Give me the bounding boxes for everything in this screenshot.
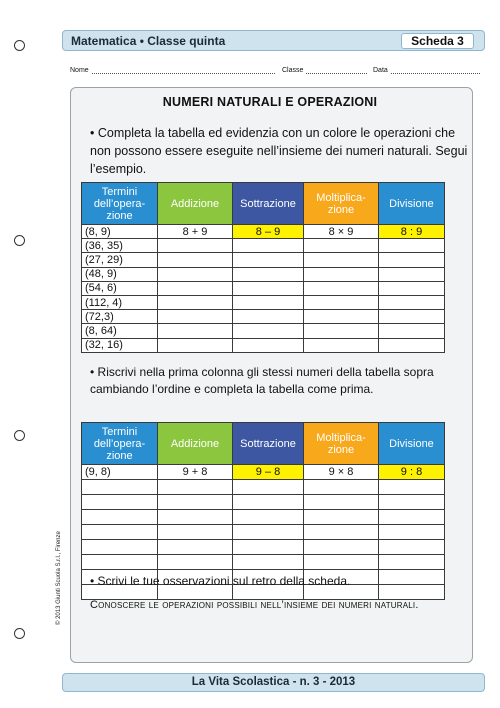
example-cell: 8 + 9	[158, 225, 233, 239]
example-cell: (9, 8)	[82, 465, 158, 480]
answer-cell[interactable]	[379, 540, 445, 555]
answer-cell[interactable]	[158, 495, 233, 510]
header-bar	[62, 30, 485, 51]
answer-cell[interactable]	[158, 480, 233, 495]
answer-cell[interactable]	[304, 510, 379, 525]
date-field[interactable]	[373, 67, 480, 74]
page-title: NUMERI NATURALI E OPERAZIONI	[162, 95, 378, 109]
table-row	[82, 510, 445, 525]
answer-cell[interactable]	[233, 525, 304, 540]
table-row	[82, 480, 445, 495]
answer-cell[interactable]	[233, 324, 304, 338]
number-pair-cell: (72,3)	[82, 310, 158, 324]
number-pair-cell: (27, 29)	[82, 253, 158, 267]
learning-objective: Conoscere le operazioni possibili nell’insieme dei numeri naturali.	[90, 599, 419, 611]
answer-cell[interactable]	[379, 480, 445, 495]
answer-cell[interactable]	[304, 525, 379, 540]
answer-cell[interactable]	[158, 310, 233, 324]
header-subject: Matematica • Classe quinta	[71, 34, 226, 48]
table-row	[82, 540, 445, 555]
student-fields	[70, 67, 480, 79]
table-row	[82, 239, 445, 253]
table-row	[82, 555, 445, 570]
answer-cell[interactable]	[379, 295, 445, 309]
header-subtraction: Sottrazione	[233, 423, 304, 465]
table-row	[82, 338, 445, 352]
answer-cell[interactable]	[158, 324, 233, 338]
table-row	[82, 525, 445, 540]
answer-cell[interactable]	[158, 253, 233, 267]
punch-hole	[14, 628, 25, 639]
footer-bar: La Vita Scolastica - n. 3 - 2013	[62, 673, 485, 692]
example-cell: 8 × 9	[304, 225, 379, 239]
answer-cell[interactable]	[233, 239, 304, 253]
table-row	[82, 253, 445, 267]
answer-cell[interactable]	[379, 310, 445, 324]
header-terms: Termini dell’opera-zione	[82, 423, 158, 465]
answer-cell[interactable]	[158, 510, 233, 525]
answer-cell[interactable]	[233, 281, 304, 295]
number-pair-cell: (54, 6)	[82, 281, 158, 295]
answer-cell[interactable]	[158, 267, 233, 281]
answer-cell[interactable]	[158, 555, 233, 570]
example-cell: 9 × 8	[304, 465, 379, 480]
punch-hole	[14, 430, 25, 441]
answer-cell[interactable]	[158, 295, 233, 309]
answer-cell[interactable]	[158, 239, 233, 253]
answer-cell[interactable]	[304, 324, 379, 338]
header-addition: Addizione	[158, 423, 233, 465]
number-pair-cell[interactable]	[82, 525, 158, 540]
number-pair-cell[interactable]	[82, 480, 158, 495]
answer-cell[interactable]	[233, 495, 304, 510]
answer-cell[interactable]	[158, 540, 233, 555]
date-label: Data	[373, 67, 388, 74]
header-addition: Addizione	[158, 183, 233, 225]
answer-cell[interactable]	[304, 281, 379, 295]
answer-cell[interactable]	[379, 324, 445, 338]
answer-cell[interactable]	[379, 253, 445, 267]
example-cell: (8, 9)	[82, 225, 158, 239]
answer-cell[interactable]	[233, 267, 304, 281]
answer-cell[interactable]	[304, 480, 379, 495]
answer-cell[interactable]	[304, 267, 379, 281]
instruction-1: • Completa la tabella ed evidenzia con un colore le operazioni che non possono essere eseguite nell’insieme dei numeri naturali. Segui l’esempio.	[90, 126, 468, 176]
answer-cell[interactable]	[379, 281, 445, 295]
answer-cell[interactable]	[233, 253, 304, 267]
answer-cell[interactable]	[379, 555, 445, 570]
answer-cell[interactable]	[158, 525, 233, 540]
name-label: Nome	[70, 67, 89, 74]
punch-hole	[14, 40, 25, 51]
header-division: Divisione	[379, 423, 445, 465]
answer-cell[interactable]	[304, 295, 379, 309]
table-row	[82, 310, 445, 324]
instruction-2: • Riscrivi nella prima colonna gli stessi numeri della tabella sopra cambiando l’ordine e completa la tabella come prima.	[90, 365, 434, 396]
header-multiplication: Moltiplica-zione	[304, 423, 379, 465]
copyright-notice: © 2013 Giunti Scuola S.r.l., Firenze	[56, 531, 62, 625]
sheet-number: Scheda 3	[401, 33, 474, 49]
example-cell: 8 : 9	[379, 225, 445, 239]
answer-cell[interactable]	[304, 338, 379, 352]
answer-cell[interactable]	[233, 540, 304, 555]
number-pair-cell: (8, 64)	[82, 324, 158, 338]
answer-cell[interactable]	[379, 495, 445, 510]
class-field[interactable]	[282, 67, 367, 74]
example-row	[82, 225, 445, 239]
table-row	[82, 281, 445, 295]
operations-table-1	[81, 182, 445, 353]
example-row	[82, 465, 445, 480]
punch-hole	[14, 235, 25, 246]
number-pair-cell[interactable]	[82, 510, 158, 525]
answer-cell[interactable]	[304, 253, 379, 267]
header-multiplication: Moltiplica-zione	[304, 183, 379, 225]
example-cell: 8 – 9	[233, 225, 304, 239]
answer-cell[interactable]	[379, 239, 445, 253]
number-pair-cell: (36, 35)	[82, 239, 158, 253]
answer-cell[interactable]	[233, 480, 304, 495]
name-field[interactable]	[70, 67, 275, 74]
number-pair-cell[interactable]	[82, 540, 158, 555]
answer-cell[interactable]	[158, 338, 233, 352]
answer-cell[interactable]	[233, 338, 304, 352]
header-terms: Termini dell’opera-zione	[82, 183, 158, 225]
answer-cell[interactable]	[304, 495, 379, 510]
example-cell: 9 : 8	[379, 465, 445, 480]
header-division: Divisione	[379, 183, 445, 225]
table-row	[82, 295, 445, 309]
table-row	[82, 267, 445, 281]
example-cell: 9 + 8	[158, 465, 233, 480]
header-subtraction: Sottrazione	[233, 183, 304, 225]
answer-cell[interactable]	[379, 267, 445, 281]
answer-cell[interactable]	[379, 338, 445, 352]
example-cell: 9 – 8	[233, 465, 304, 480]
class-label: Classe	[282, 67, 304, 74]
answer-cell[interactable]	[158, 281, 233, 295]
table-row	[82, 324, 445, 338]
number-pair-cell: (32, 16)	[82, 338, 158, 352]
answer-cell[interactable]	[379, 525, 445, 540]
instruction-3: • Scrivi le tue osservazioni sul retro della scheda.	[90, 574, 351, 588]
answer-cell[interactable]	[304, 239, 379, 253]
number-pair-cell[interactable]	[82, 555, 158, 570]
answer-cell[interactable]	[233, 295, 304, 309]
answer-cell[interactable]	[379, 510, 445, 525]
answer-cell[interactable]	[233, 555, 304, 570]
answer-cell[interactable]	[304, 540, 379, 555]
answer-cell[interactable]	[233, 510, 304, 525]
answer-cell[interactable]	[304, 555, 379, 570]
number-pair-cell[interactable]	[82, 495, 158, 510]
answer-cell[interactable]	[304, 310, 379, 324]
number-pair-cell: (112, 4)	[82, 295, 158, 309]
table-row	[82, 495, 445, 510]
answer-cell[interactable]	[233, 310, 304, 324]
number-pair-cell: (48, 9)	[82, 267, 158, 281]
